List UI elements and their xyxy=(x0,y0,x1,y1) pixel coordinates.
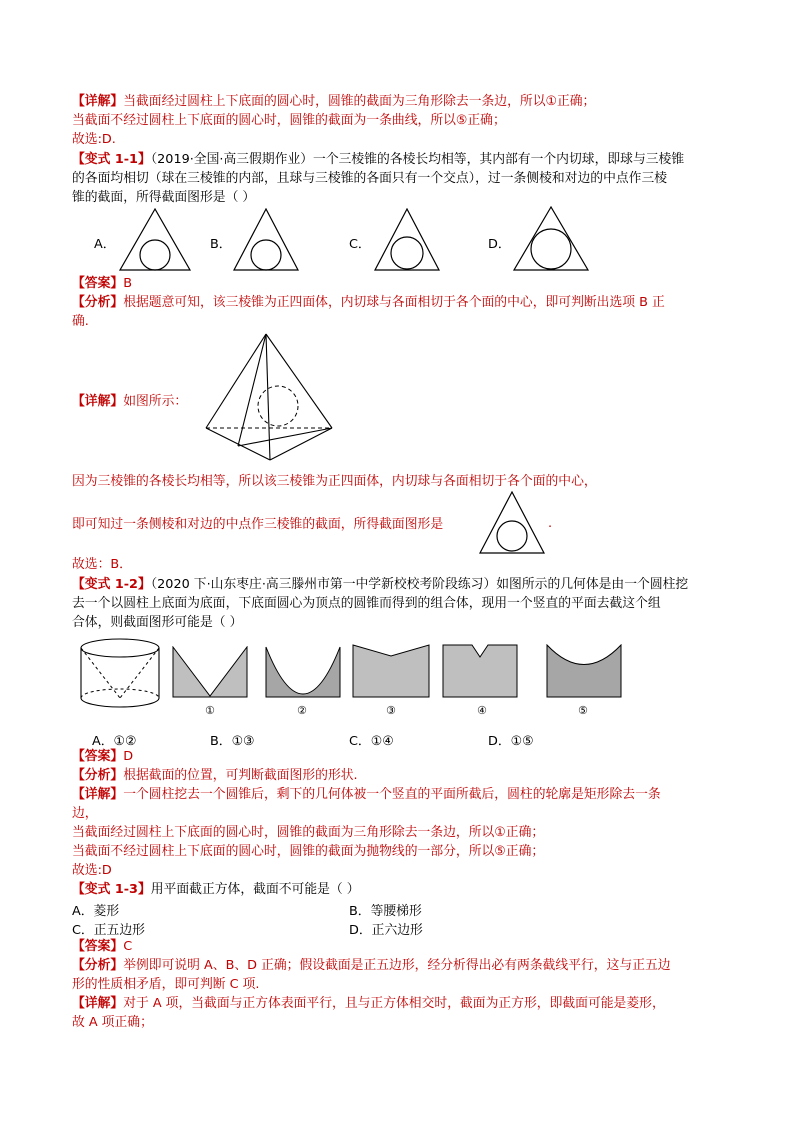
answer-tag: 【答案】 xyxy=(72,749,124,764)
analysis-line xyxy=(72,294,665,312)
triangle-circle-c xyxy=(373,208,441,272)
analysis-text: 根据题意可知，该三棱锥为正四面体，内切球与各面相切于各个面的中心，即可判断出选项 B 正 xyxy=(123,295,665,310)
answer-tag: 【答案】 xyxy=(72,939,124,954)
question-text: （2019·全国·高三假期作业）一个三棱锥的各棱长均相等，其内部有一个内切球，即球与三棱锥 xyxy=(150,152,685,167)
detail-text: 当截面不经过圆柱上下底面的圆心时，圆锥的截面为一条曲线，所以⑤正确； xyxy=(72,113,506,128)
section-figure-4 xyxy=(442,644,518,698)
analysis-tag: 【分析】 xyxy=(72,768,124,783)
question-line xyxy=(72,151,684,169)
detail-text: 因为三棱锥的各棱长均相等，所以该三棱锥为正四面体，内切球与各面相切于各个面的中心， xyxy=(72,474,597,489)
option-d-label: D． xyxy=(488,237,511,252)
question-line xyxy=(72,576,688,594)
analysis-tag: 【分析】 xyxy=(72,295,124,310)
section-figure-2 xyxy=(265,646,341,698)
analysis-line xyxy=(72,957,671,975)
option-c-label: C． xyxy=(349,237,371,252)
section-figure-5 xyxy=(546,644,622,698)
analysis-text: 形的性质相矛盾，即可判断 C 项. xyxy=(72,977,260,992)
question-text: 去一个以圆柱上底面为底面，下底面圆心为顶点的圆锥而得到的组合体，现用一个竖直的平面去截这个组 xyxy=(72,596,661,611)
answer-value: D xyxy=(123,749,134,764)
answer-choice: 故选：B． xyxy=(72,557,132,572)
option-c: C．①④ xyxy=(349,734,394,749)
detail-text: 当截面经过圆柱上下底面的圆心时，圆锥的截面为三角形除去一条边，所以①正确； xyxy=(123,94,596,109)
variant-tag: 【变式 1-2】 xyxy=(72,577,151,592)
answer-choice: 故选:D xyxy=(72,863,112,878)
question-text: 用平面截正方体，截面不可能是（ ） xyxy=(150,882,360,897)
detail-text: 对于 A 项，当截面与正方体表面平行，且与正方体相交时，截面为正方形，即截面可能是菱形， xyxy=(123,996,665,1011)
figure-caption-4: ④ xyxy=(477,704,487,717)
detail-tag: 【详解】 xyxy=(72,996,124,1011)
tetrahedron-diagram xyxy=(198,328,338,468)
section-figure-3 xyxy=(352,644,430,698)
cylinder-cone-solid xyxy=(78,636,162,712)
detail-text: 一个圆柱挖去一个圆锥后，剩下的几何体被一个竖直的平面所截后，圆柱的轮廓是矩形除去一条 xyxy=(123,787,661,802)
detail-line xyxy=(72,393,187,411)
option-d: D．①⑤ xyxy=(488,734,534,749)
answer-line xyxy=(72,275,132,293)
option-d: D．正六边形 xyxy=(349,923,423,938)
triangle-circle-answer xyxy=(478,491,546,555)
answer-tag: 【答案】 xyxy=(72,276,124,291)
answer-value: C xyxy=(123,939,133,954)
detail-text: 当截面不经过圆柱上下底面的圆心时，圆锥的截面为抛物线的一部分，所以⑤正确； xyxy=(72,844,545,859)
figure-caption-1: ① xyxy=(205,704,215,717)
detail-tag: 【详解】 xyxy=(72,394,124,409)
option-a: A．菱形 xyxy=(72,904,120,919)
detail-tag: 【详解】 xyxy=(72,787,124,802)
triangle-circle-d xyxy=(512,206,590,272)
analysis-line xyxy=(72,767,358,785)
variant-tag: 【变式 1-1】 xyxy=(72,152,151,167)
sentence-end: . xyxy=(548,516,553,531)
question-text: （2020 下·山东枣庄·高三滕州市第一中学新校校考阶段练习）如图所示的几何体是由一个圆柱挖 xyxy=(150,577,689,592)
detail-line xyxy=(72,786,661,804)
detail-text: 如图所示： xyxy=(123,394,188,409)
question-text: 合体，则截面图形可能是（ ） xyxy=(72,615,243,630)
option-a: A．①② xyxy=(92,734,137,749)
option-b: B．①③ xyxy=(210,734,255,749)
detail-text: 故 A 项正确； xyxy=(72,1015,153,1030)
detail-text: 当截面经过圆柱上下底面的圆心时，圆锥的截面为三角形除去一条边，所以①正确； xyxy=(72,825,545,840)
option-b-label: B． xyxy=(210,237,232,252)
variant-tag: 【变式 1-3】 xyxy=(72,882,151,897)
figure-caption-2: ② xyxy=(297,704,307,717)
option-a-label: A． xyxy=(94,237,116,252)
figure-caption-3: ③ xyxy=(386,704,396,717)
section-figure-1 xyxy=(172,646,248,698)
analysis-text: 确. xyxy=(72,314,89,329)
option-c: C．正五边形 xyxy=(72,923,145,938)
answer-choice: 故选:D. xyxy=(72,132,116,147)
triangle-circle-b xyxy=(232,208,300,272)
answer-value: B xyxy=(123,276,132,291)
detail-text: 即可知过一条侧棱和对边的中点作三棱锥的截面，所得截面图形是 xyxy=(72,517,444,532)
question-line xyxy=(72,881,360,899)
question-text: 锥的截面，所得截面图形是（ ） xyxy=(72,190,256,205)
answer-line xyxy=(72,938,132,956)
option-b: B．等腰梯形 xyxy=(349,904,422,919)
detail-text: 边， xyxy=(72,806,98,821)
detail-line xyxy=(72,995,665,1013)
analysis-text: 举例即可说明 A、B、D 正确；假设截面是正五边形，经分析得出必有两条截线平行，这与正五边 xyxy=(123,958,671,973)
analysis-text: 根据截面的位置，可判断截面图形的形状. xyxy=(123,768,358,783)
question-text: 的各面均相切（球在三棱锥的内部，且球与三棱锥的各面只有一个交点），过一条侧棱和对边的中点作三棱 xyxy=(72,171,668,186)
analysis-tag: 【分析】 xyxy=(72,958,124,973)
answer-line xyxy=(72,748,133,766)
detail-line xyxy=(72,93,595,111)
triangle-circle-a xyxy=(118,208,192,272)
figure-caption-5: ⑤ xyxy=(578,704,588,717)
detail-tag: 【详解】 xyxy=(72,94,124,109)
